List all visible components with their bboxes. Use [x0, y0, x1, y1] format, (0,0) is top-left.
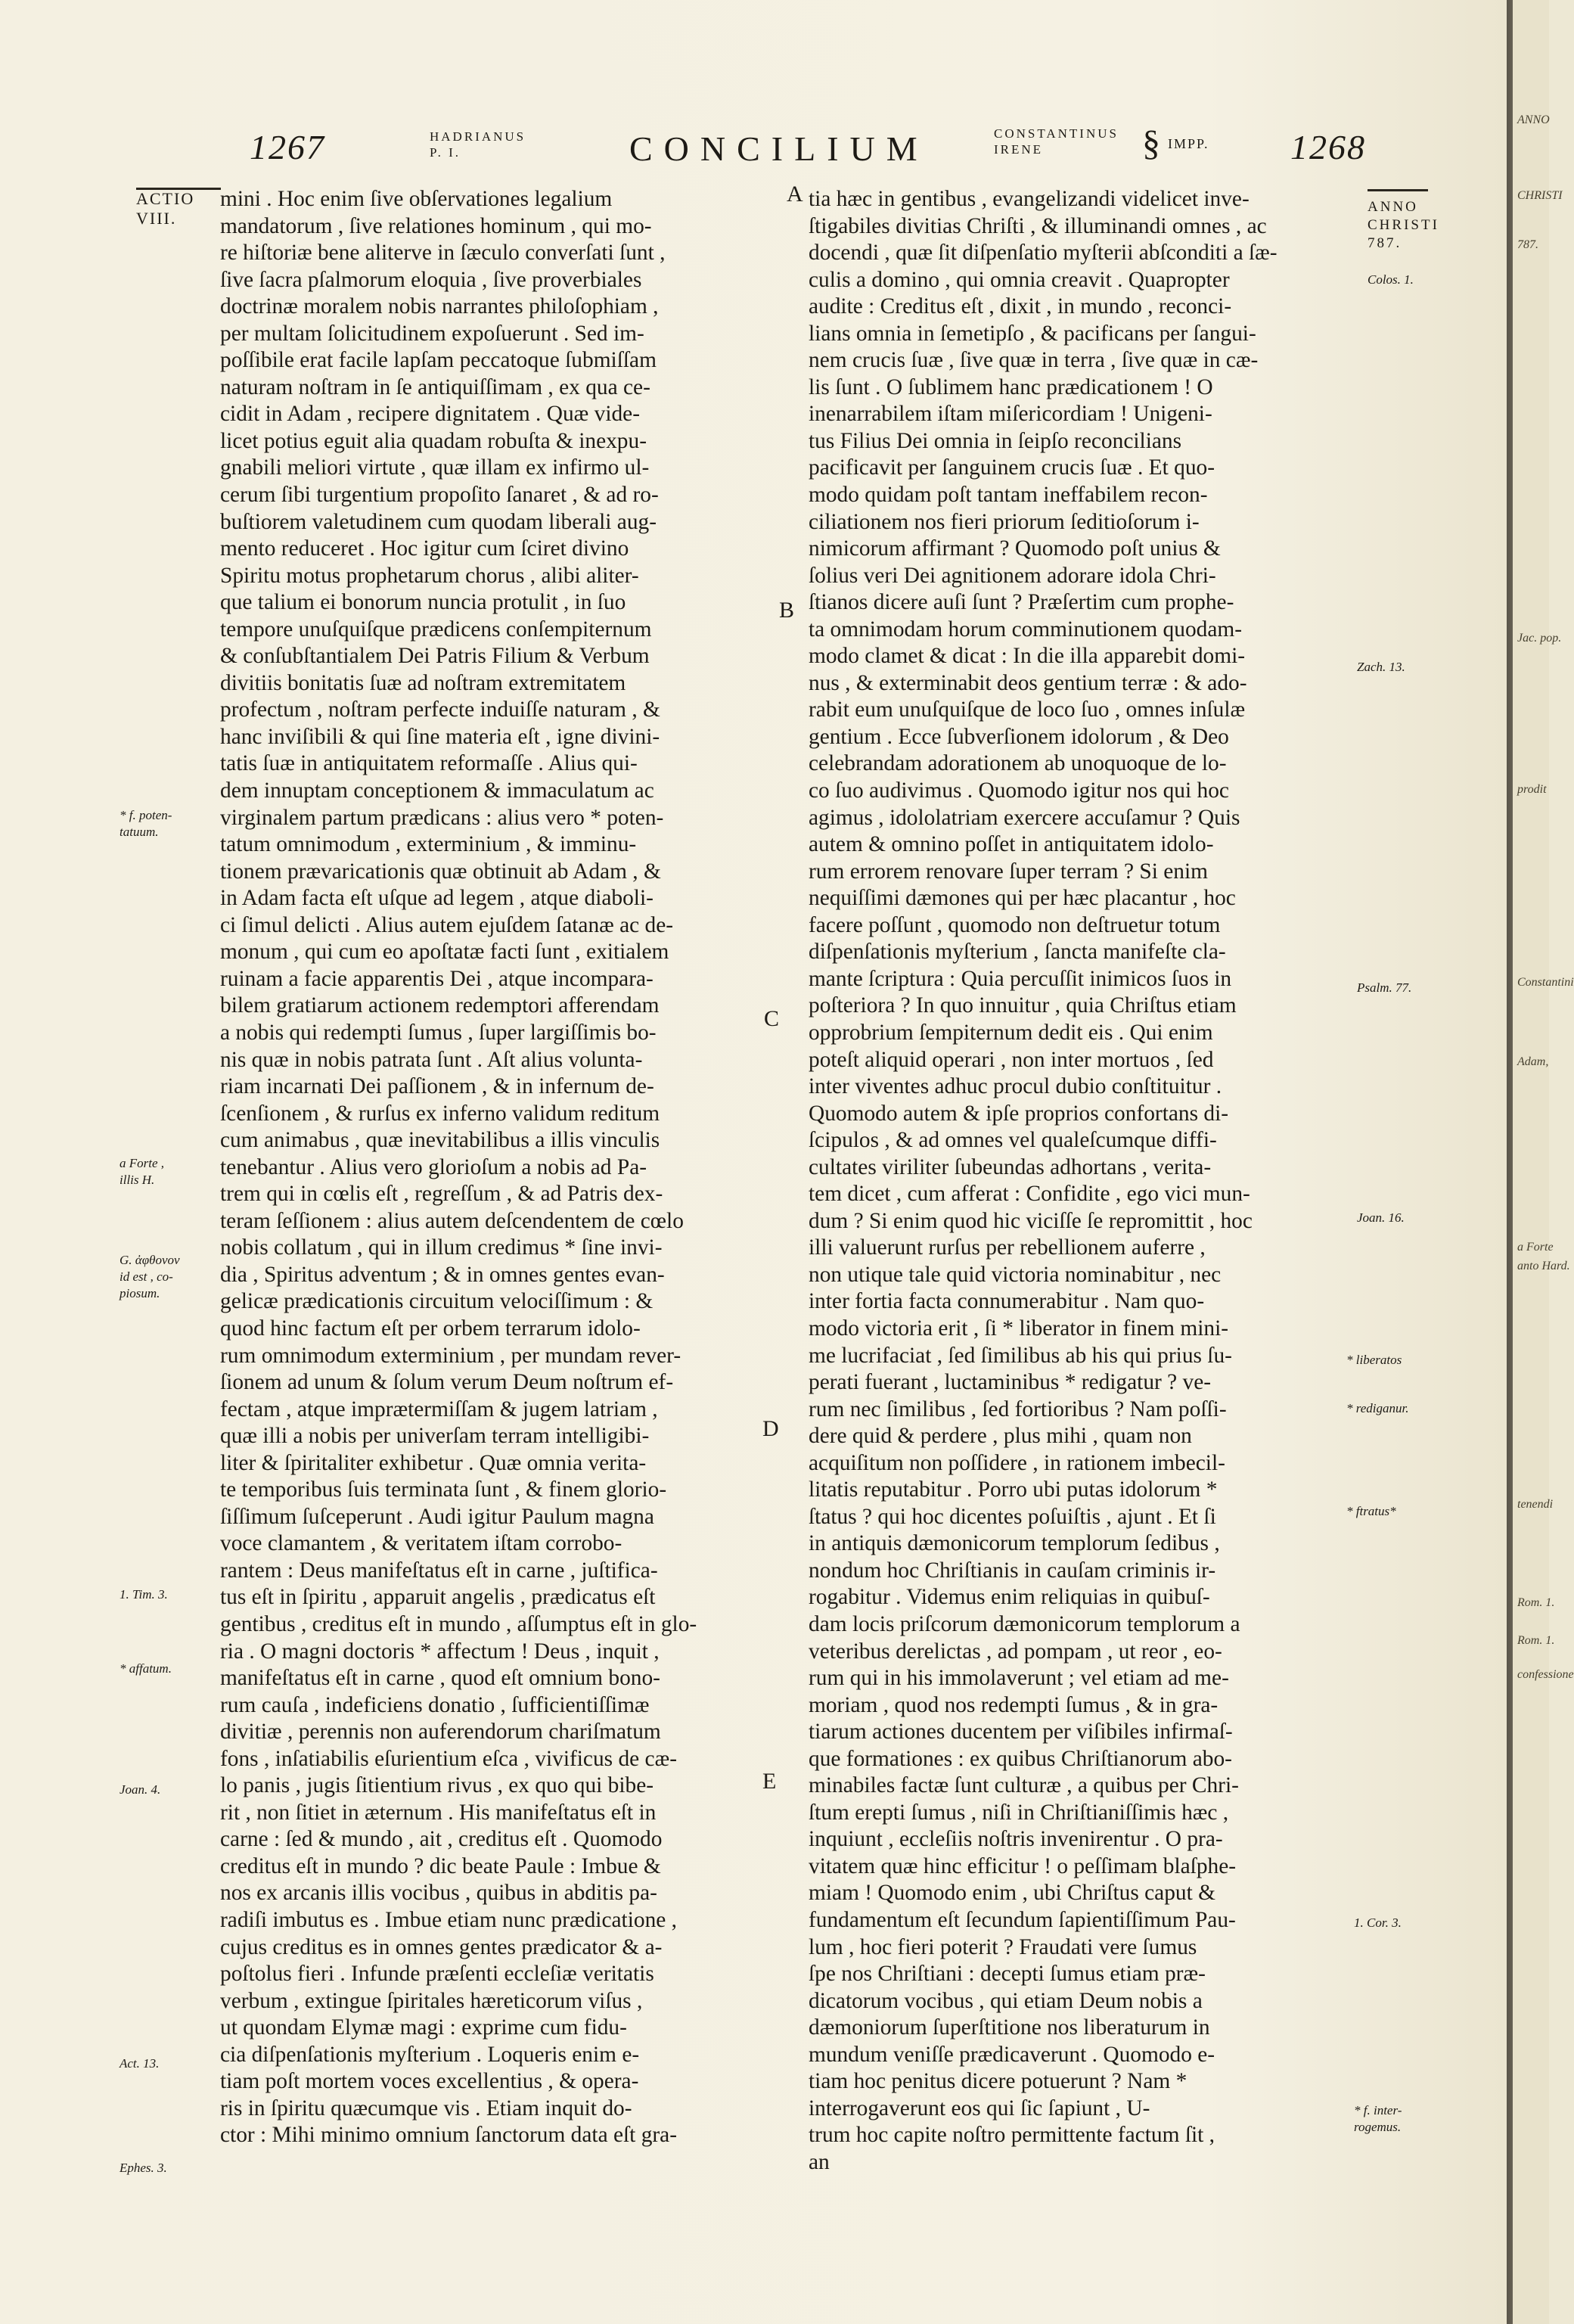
running-head-left-line: P. I.	[430, 145, 461, 160]
text-line: perati fuerant , luctaminibus * redigatur ? ve-	[809, 1370, 1212, 1395]
text-line: cultates viriliter ſubeundas adhortans , verita-	[809, 1154, 1212, 1179]
actio-label: ACTIO	[136, 189, 195, 208]
text-line: docendi , quæ ſit diſpenſatio myſterii abſconditi a ſæ-	[809, 241, 1278, 266]
text-line: dum ? Si enim quod hic viciſſe ſe repromittit , hoc	[809, 1208, 1253, 1233]
text-line: ſtatus ? qui hoc dicentes poſuiſtis , ajunt . Et ſi	[809, 1504, 1216, 1529]
text-line: profectum , noſtram perfecte induiſſe naturam , &	[220, 698, 660, 722]
margin-note: Zach. 13.	[1357, 660, 1405, 674]
text-line: lis ſunt . O ſublimem hanc prædicationem ! O	[809, 374, 1213, 399]
text-line: mante ſcriptura : Quia percuſſit inimicos ſuos in	[809, 966, 1232, 991]
facing-page-fragment: Adam,	[1517, 1055, 1549, 1068]
running-header	[0, 121, 1507, 174]
text-line: ſive ſacra pſalmorum eloquia , ſive proverbiales	[220, 267, 642, 292]
text-line: buſtiorem valetudinem cum quodam liberali aug-	[220, 509, 657, 534]
text-line: rum cauſa , indeficiens donatio , ſufficientiſſimæ	[220, 1692, 650, 1717]
text-line: tiam poſt mortem voces excellentius , & opera-	[220, 2069, 639, 2094]
text-line: riam incarnati Dei paſſionem , & in infernum de-	[220, 1074, 654, 1099]
anno-heading	[1368, 198, 1439, 253]
text-line: pacificavit per ſanguinem crucis ſuæ . Et quo-	[809, 455, 1215, 480]
page-number-left: 1267	[250, 128, 325, 166]
actio-heading	[136, 189, 194, 228]
text-line: fons , inſatiabilis eſurientium eſca , vivificus de cæ-	[220, 1746, 677, 1771]
text-line: doctrinæ moralem nobis narrantes philoſophiam ,	[220, 294, 659, 319]
anno-rule	[1368, 189, 1428, 191]
text-line: trem qui in cœlis eſt , regreſſum , & ad Patris dex-	[220, 1182, 663, 1207]
text-line: lo panis , jugis ſitientium rivus , ex quo qui bibe-	[220, 1773, 654, 1798]
text-line: co ſuo audivimus . Quomodo igitur nos qui hoc	[809, 778, 1229, 803]
text-line: creditus eſt in mundo ? dic beate Paule : Imbue &	[220, 1853, 661, 1878]
text-line: rabit eum unuſquiſque de loco ſuo , omnes inſulæ	[809, 698, 1246, 722]
text-line: rogabitur . Videmus enim reliquias in quibuſ-	[809, 1585, 1210, 1610]
text-line: opprobrium ſempiternum dedit eis . Qui enim	[809, 1020, 1213, 1045]
text-line: Spiritu motus prophetarum chorus , alibi aliter-	[220, 563, 639, 588]
text-line: ſiſſimum ſuſceperunt . Audi igitur Paulum magna	[220, 1504, 654, 1529]
text-line: tempore unuſquiſque prædicens conſempiternum	[220, 617, 652, 642]
text-line: ſtum erepti ſumus , niſi in Chriſtianiſſimis hæc ,	[809, 1800, 1229, 1825]
text-line: divitiæ , perennis non auferendorum chariſmatum	[220, 1720, 661, 1745]
text-line: mundum veniſſe prædicaverunt . Quomodo e-	[809, 2042, 1215, 2067]
text-line: carne : ſed & mundo , ait , creditus eſt . Quomodo	[220, 1827, 663, 1852]
text-line: fectam , atque imprætermiſſam & jugem latriam ,	[220, 1397, 658, 1421]
text-line: illi valuerunt rurſus per rebellionem auferre ,	[809, 1235, 1206, 1260]
text-line: hanc inviſibili & qui ſine materia eſt , igne divini-	[220, 724, 660, 749]
anno-label: ANNO	[1368, 199, 1418, 215]
text-line: inenarrabilem iſtam miſericordiam ! Unigeni-	[809, 402, 1212, 427]
text-line: tus eſt in ſpiritu , apparuit angelis , prædicatus eſt	[220, 1585, 656, 1610]
running-head-right-line: IRENE	[994, 142, 1044, 157]
text-line: manifeſtatus eſt in carne , quod eſt omnium bono-	[220, 1666, 660, 1691]
text-line: nem crucis ſuæ , ſive quæ in terra , ſive quæ in cæ-	[809, 348, 1259, 373]
text-line: nequiſſimi dæmones qui per hæc placantur , hoc	[809, 886, 1236, 911]
page-number-right: 1268	[1290, 128, 1366, 166]
margin-note: rogemus.	[1354, 2120, 1402, 2134]
text-line: rantem : Deus manifeſtatus eſt in carne , juſtifica-	[220, 1558, 658, 1583]
text-line: ſolius veri Dei agnitionem adorare idola Chri-	[809, 563, 1216, 588]
text-line: an	[809, 2149, 830, 2174]
section-letter-d: D	[762, 1416, 779, 1441]
running-head-imp: IMPP.	[1168, 136, 1209, 151]
text-line: tatum omnimodum , exterminium , & imminu-	[220, 832, 637, 857]
text-line: ſionem ad unum & ſolum verum Deum noſtrum ef-	[220, 1370, 674, 1395]
text-line: ta omnimodam horum comminutionem quodam-	[809, 617, 1243, 642]
text-line: naturam noſtram in ſe antiquiſſimam , ex qua ce-	[220, 374, 650, 399]
text-line: dia , Spiritus adventum ; & in omnes gentes evan-	[220, 1262, 665, 1287]
text-line: per multam ſolicitudinem expoſuerunt . Sed im-	[220, 321, 644, 346]
facing-page-fragment: Constantini	[1517, 976, 1574, 989]
right-text-column	[809, 186, 1353, 2176]
text-line: rum omnimodum exterminium , per mundam rever-	[220, 1343, 681, 1368]
text-line: virginalem partum prædicans : alius vero * poten-	[220, 805, 664, 830]
text-line: dem innuptam conceptionem & immaculatum ac	[220, 778, 654, 803]
facing-page-fragment: confessione	[1517, 1668, 1574, 1681]
text-line: dere quid & perdere , plus mihi , quam non	[809, 1424, 1192, 1449]
text-line: nimicorum affirmant ? Quomodo poſt unius &	[809, 536, 1221, 561]
text-line: licet potius eguit alia quadam robuſta & inexpu-	[220, 428, 647, 453]
text-line: poteſt aliquid operari , non inter mortuos , ſed	[809, 1047, 1214, 1072]
section-letter-c: C	[764, 1006, 780, 1031]
text-line: agimus , idololatriam exercere accuſamur ? Quis	[809, 805, 1240, 830]
text-line: vitatem quæ hinc efficitur ! o peſſimam blaſphe-	[809, 1853, 1237, 1878]
text-line: ruinam a facie apparentis Dei , atque incompara-	[220, 966, 654, 991]
text-line: tenebantur . Alius vero glorioſum a nobis ad Pa-	[220, 1154, 647, 1179]
margin-note: * liberatos	[1346, 1353, 1402, 1367]
text-line: ciliationem nos fieri priorum ſeditioſorum i-	[809, 509, 1200, 534]
text-line: tionem prævaricationis quæ obtinuit ab Adam , &	[220, 859, 661, 884]
text-line: nus , & exterminabit deos gentium terræ : & ado-	[809, 670, 1247, 695]
text-line: gentium . Ecce ſubverſionem idolorum , & Deo	[809, 724, 1229, 749]
left-text-column	[220, 186, 766, 2149]
facing-page-fragment: CHRISTI	[1517, 189, 1563, 202]
facing-page-fragment: Rom. 1.	[1517, 1596, 1555, 1609]
text-line: tiam hoc penitus dicere potuerunt ? Nam *	[809, 2069, 1187, 2094]
text-line: que formationes : ex quibus Chriſtianorum abo-	[809, 1746, 1232, 1771]
text-line: ci ſimul delicti . Alius autem ejuſdem ſatanæ ac de-	[220, 912, 674, 937]
text-line: fundamentum eſt ſecundum ſapientiſſimum Pau-	[809, 1908, 1236, 1932]
margin-note: * affatum.	[120, 1661, 172, 1676]
page-title: CONCILIUM	[629, 129, 929, 168]
text-line: mini . Hoc enim ſive obſervationes legalium	[220, 187, 613, 211]
text-line: cujus creditus es in omnes gentes prædicator & a-	[220, 1934, 663, 1959]
facing-page-fragment: a Forte	[1517, 1241, 1554, 1254]
text-line: rit , non ſitiet in æternum . His manifeſtatus eſt in	[220, 1800, 657, 1825]
text-line: lum , hoc fieri poterit ? Fraudati vere ſumus	[809, 1934, 1197, 1959]
facing-page-fragment: prodit	[1517, 783, 1547, 796]
text-line: gelicæ prædicationis circuitum velociſſimum : &	[220, 1289, 654, 1314]
section-letter-b: B	[779, 598, 795, 623]
text-line: verbum , extingue ſpiritales hæreticorum viſus ,	[220, 1988, 643, 2013]
text-line: ria . O magni doctoris * affectum ! Deus , inquit ,	[220, 1639, 660, 1664]
margin-note: Colos. 1.	[1368, 272, 1414, 287]
text-line: in antiquis dæmonicorum templorum ſedibus ,	[809, 1531, 1220, 1556]
text-line: minabiles factæ ſunt culturæ , a quibus per Chri-	[809, 1773, 1239, 1798]
text-line: re hiſtoriæ bene aliterve in ſæculo converſati ſunt ,	[220, 241, 666, 266]
text-line: cerum ſibi turgentium propoſito ſanaret , & ad ro-	[220, 483, 659, 508]
margin-note: 1. Cor. 3.	[1354, 1915, 1402, 1930]
margin-note: * rediganur.	[1346, 1401, 1409, 1415]
text-line: cia diſpenſationis myſterium . Loqueris enim e-	[220, 2042, 640, 2067]
text-line: rum errorem renovare ſuper terram ? Si enim	[809, 859, 1208, 884]
margin-note: illis H.	[120, 1173, 155, 1187]
margin-note: Psalm. 77.	[1357, 980, 1412, 995]
text-line: tia hæc in gentibus , evangelizandi videlicet inve-	[809, 187, 1250, 211]
text-line: rum nec ſimilibus , ſed fortioribus ? Nam poſſi-	[809, 1397, 1227, 1421]
actio-number: VIII.	[136, 209, 177, 228]
text-line: poſtolus fieri . Infunde præſenti eccleſiæ veritatis	[220, 1962, 654, 1987]
text-line: tem dicet , cum afferat : Confidite , ego vici mun-	[809, 1182, 1250, 1207]
text-line: que talium ei bonorum nuncia protulit , in ſuo	[220, 590, 626, 615]
text-line: divitiis bonitatis ſuæ ad noſtram extremitatem	[220, 670, 626, 695]
facing-page-fragment: Rom. 1.	[1517, 1634, 1555, 1647]
text-line: culis a domino , qui omnia creavit . Quapropter	[809, 267, 1230, 292]
text-line: lians omnia in ſemetipſo , & pacificans per ſangui-	[809, 321, 1256, 346]
text-line: rum qui in his immolaverunt ; vel etiam ad me-	[809, 1666, 1229, 1691]
running-head-left-line: HADRIANUS	[430, 129, 526, 144]
text-line: ſtianos dicere auſi ſunt ? Præſertim cum prophe-	[809, 590, 1234, 615]
text-line: tiarum actiones ducentem per viſibiles infirmaſ-	[809, 1720, 1233, 1745]
text-line: Quomodo autem & ipſe proprios confortans di-	[809, 1101, 1229, 1126]
text-line: veteribus derelictas , ad pompam , ut reor , eo-	[809, 1639, 1222, 1664]
text-line: acquiſitum non poſſidere , in rationem imbecil-	[809, 1450, 1225, 1475]
text-line: poſſibile erat facile lapſam peccatoque ſubmiſſam	[220, 348, 657, 373]
text-line: cum animabus , quæ inevitabilibus a illis vinculis	[220, 1128, 660, 1153]
margin-note: * ftratus*	[1346, 1504, 1396, 1518]
text-line: radiſi imbutus es . Imbue etiam nunc prædicatione ,	[220, 1908, 678, 1932]
text-line: inter fortia facta connumerabitur . Nam quo-	[809, 1289, 1205, 1314]
text-line: dicatorum vocibus , qui etiam Deum nobis a	[809, 1988, 1203, 2013]
text-line: poſteriora ? In quo innuitur , quia Chriſtus etiam	[809, 993, 1237, 1018]
text-line: facere poſſunt , quomodo non deſtruetur totum	[809, 912, 1221, 937]
margin-note: a Forte ,	[120, 1156, 165, 1170]
text-line: celebrandam adorationem ab unoquoque de lo-	[809, 751, 1227, 776]
text-line: trum hoc capite noſtro permittente factum ſit ,	[809, 2123, 1215, 2148]
text-line: in Adam facta eſt uſque ad legem , atque diaboli-	[220, 886, 654, 911]
text-line: gnabili meliori virtute , quæ illam ex infirmo ul-	[220, 455, 650, 480]
text-line: moriam , quod nos redempti ſumus , & in gra-	[809, 1692, 1219, 1717]
anno-label: CHRISTI	[1368, 217, 1439, 233]
margin-note: * f. poten-	[120, 808, 172, 822]
text-line: litatis reputabitur . Porro ubi putas idolorum *	[809, 1477, 1218, 1502]
running-head-left	[430, 129, 526, 160]
text-line: miam ! Quomodo enim , ubi Chriſtus caput &	[809, 1881, 1215, 1906]
text-line: ſpe nos Chriſtiani : decepti ſumus etiam præ-	[809, 1962, 1206, 1987]
text-line: liter & ſpiritaliter exhibetur . Quæ omnia verita-	[220, 1450, 647, 1475]
text-line: bilem gratiarum actionem redemptori afferendam	[220, 993, 660, 1018]
facing-page-edge	[1513, 0, 1574, 2324]
margin-note: G. ἀφθονον	[120, 1253, 180, 1267]
margin-note: Joan. 16.	[1357, 1210, 1405, 1225]
text-line: inquiunt , eccleſiis noſtris invenirentur . O pra-	[809, 1827, 1223, 1852]
text-line: cidit in Adam , recipere dignitatem . Quæ vide-	[220, 402, 641, 427]
margin-note: 1. Tim. 3.	[120, 1587, 168, 1602]
margin-note: id est , co-	[120, 1269, 173, 1284]
text-line: modo clamet & dicat : In die illa apparebit domi-	[809, 644, 1246, 669]
text-line: non utique tale quid victoria nominabitur , nec	[809, 1262, 1222, 1287]
text-line: voce clamantem , & veritatem iſtam corrobo-	[220, 1531, 622, 1556]
text-line: tus Filius Dei omnia in ſeipſo reconcilians	[809, 428, 1182, 453]
text-line: quod hinc factum eſt per orbem terrarum idolo-	[220, 1316, 641, 1341]
text-line: autem & omnino poſſet in antiquitatem idolo-	[809, 832, 1214, 857]
text-line: ris in ſpiritu quæcumque vis . Etiam inquit do-	[220, 2096, 632, 2120]
margin-note: tatuum.	[120, 825, 159, 839]
text-line: diſpenſationis myſterium , ſancta manifeſte cla-	[809, 940, 1226, 965]
text-line: quæ illi a nobis per univerſam terram intelligibi-	[220, 1424, 650, 1449]
margin-note: Joan. 4.	[120, 1782, 161, 1797]
facing-page-fragment: 787.	[1517, 238, 1538, 251]
facing-page-fragment: ANNO	[1517, 113, 1550, 126]
text-line: & conſubſtantialem Dei Patris Filium & Verbum	[220, 644, 650, 669]
margin-note: Act. 13.	[120, 2056, 160, 2071]
text-line: dæmoniorum ſuperſtitione nos liberaturum in	[809, 2015, 1210, 2040]
text-line: nis quæ in nobis patrata ſunt . Aſt alius volunta-	[220, 1047, 643, 1072]
text-line: nos ex arcanis illis vocibus , quibus in abditis pa-	[220, 1881, 657, 1906]
facing-page-fragment: anto Hard.	[1517, 1260, 1570, 1272]
text-line: ctor : Mihi minimo omnium ſanctorum data eſt gra-	[220, 2123, 678, 2148]
facing-page-fragment: Jac. pop.	[1517, 632, 1562, 645]
text-line: te temporibus ſuis terminata ſunt , & finem glorio-	[220, 1477, 667, 1502]
margin-note: piosum.	[120, 1286, 160, 1300]
text-line: ſcipulos , & ad omnes vel qualeſcumque diffi-	[809, 1128, 1217, 1153]
text-line: nondum hoc Chriſtianis in cauſam criminis ir-	[809, 1558, 1216, 1583]
text-line: gentibus , creditus eſt in mundo , aſſumptus eſt in glo-	[220, 1611, 697, 1636]
anno-year: 787.	[1368, 235, 1402, 251]
header-brace: §	[1142, 123, 1160, 163]
running-head-right	[994, 126, 1119, 157]
margin-note: Ephes. 3.	[120, 2161, 167, 2175]
text-line: mandatorum , ſive relationes hominum , qui mo-	[220, 213, 652, 238]
running-head-right-line: CONSTANTINUS	[994, 126, 1119, 141]
text-line: modo quidam poſt tantam ineffabilem recon-	[809, 483, 1208, 508]
facing-page-fragment: tenendi	[1517, 1498, 1554, 1511]
text-line: nobis collatum , qui in illum credimus * ſine invi-	[220, 1235, 663, 1260]
text-line: audite : Creditus eſt , dixit , in mundo , reconci-	[809, 294, 1232, 319]
text-line: modo victoria erit , ſi * liberator in finem mini-	[809, 1316, 1229, 1341]
text-line: ſtigabiles divitias Chriſti , & illuminandi omnes , ac	[809, 213, 1267, 238]
text-line: a nobis qui redempti ſumus , ſuper largiſſimis bo-	[220, 1020, 657, 1045]
section-letter-a: A	[787, 182, 803, 207]
text-line: monum , qui cum eo apoſtatæ facti ſunt , exitialem	[220, 940, 669, 965]
text-line: dam locis priſcorum dæmonicorum templorum a	[809, 1611, 1240, 1636]
section-letter-e: E	[762, 1769, 777, 1794]
text-line: inter viventes adhuc procul dubio conſtituitur .	[809, 1074, 1222, 1099]
text-line: teram ſeſſionem : alius autem deſcendentem de cœlo	[220, 1208, 684, 1233]
text-line: me lucrifaciat , ſed ſimilibus ab his qui prius ſu-	[809, 1343, 1232, 1368]
text-line: interrogaverunt eos qui ſic ſapiunt , U-	[809, 2096, 1150, 2120]
text-line: mento reduceret . Hoc igitur cum ſciret divino	[220, 536, 629, 561]
text-line: ut quondam Elymæ magi : exprime cum fidu-	[220, 2015, 627, 2040]
text-line: ſcenſionem , & rurſus ex inferno validum reditum	[220, 1101, 660, 1126]
text-line: tatis ſuæ in antiquitatem reformaſſe . Alius qui-	[220, 751, 638, 776]
margin-note: * f. inter-	[1354, 2103, 1402, 2117]
